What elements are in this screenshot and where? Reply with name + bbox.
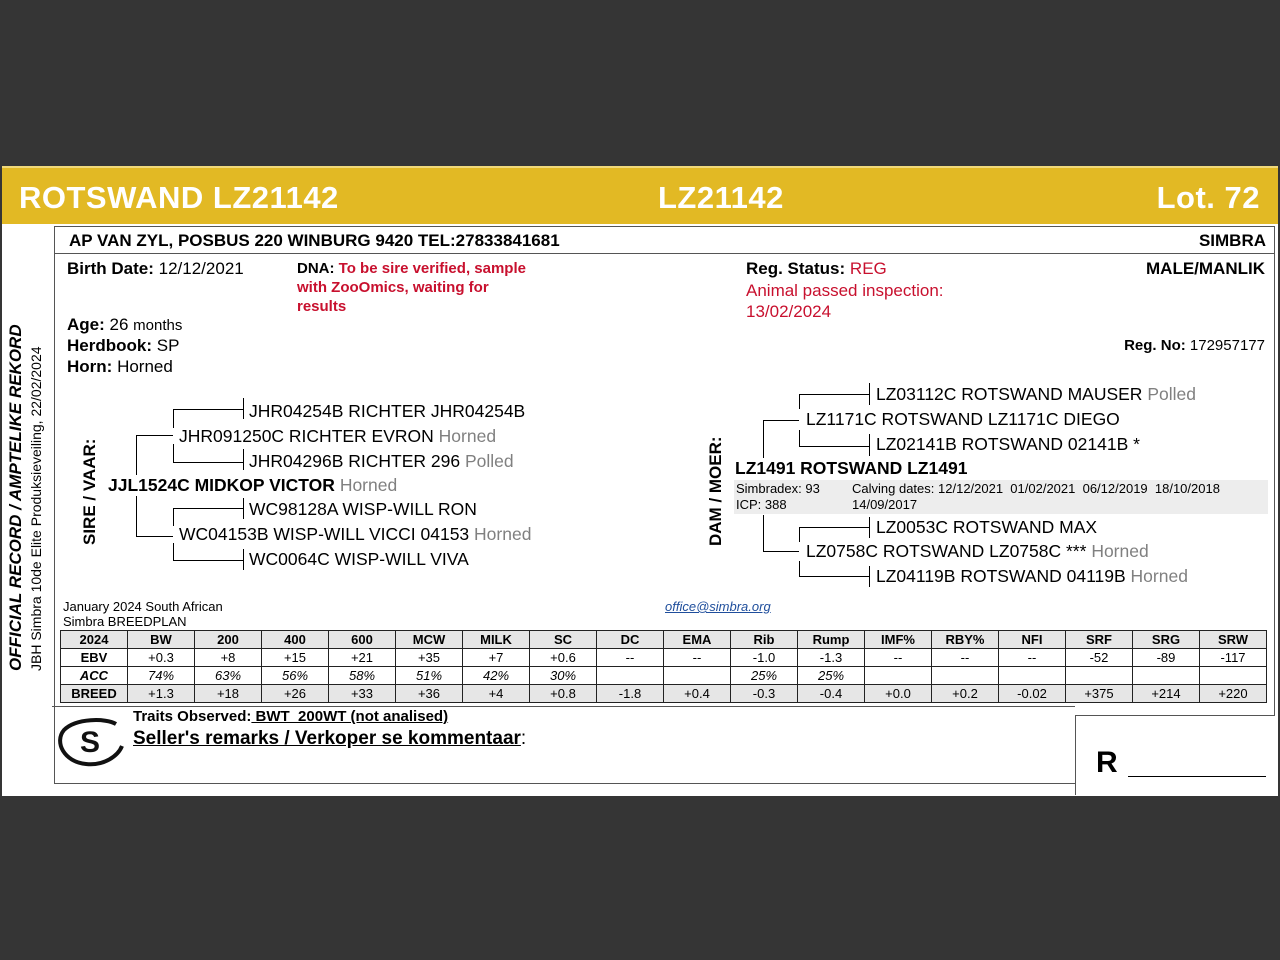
herdbook — [67, 336, 179, 356]
breedplan-caption — [63, 599, 223, 629]
sellers-remarks — [133, 728, 526, 750]
ebv-cell: SRW — [1200, 631, 1267, 649]
sire-dam — [179, 524, 531, 545]
dam-name: LZ1491 ROTSWAND LZ1491 — [735, 458, 968, 478]
animal-title: ROTSWAND LZ21142 — [19, 180, 339, 215]
ebv-cell: -- — [664, 649, 731, 667]
ebv-cell: +8 — [195, 649, 262, 667]
connector — [799, 576, 869, 577]
calving-dates — [852, 481, 1220, 513]
ebv-cell: +7 — [463, 649, 530, 667]
inspection-line-2: 13/02/2024 — [746, 302, 832, 321]
pedigree-name: JHR04254B RICHTER JHR04254B — [249, 401, 526, 421]
sex: MALE/MANLIK — [1146, 259, 1265, 278]
dna-line-2: with ZooOmics, waiting for — [297, 279, 489, 296]
animal-id: LZ21142 — [658, 180, 784, 215]
connector — [869, 383, 870, 405]
ebv-cell: 74% — [128, 667, 195, 685]
sire-sire-sire — [249, 401, 525, 422]
ebv-cell: +0.8 — [530, 685, 597, 703]
ebv-cell: +0.6 — [530, 649, 597, 667]
connector — [136, 435, 173, 436]
remarks-colon: : — [520, 728, 527, 749]
ebv-cell: SC — [530, 631, 597, 649]
lot-header — [2, 166, 1278, 224]
connector — [136, 435, 137, 475]
pedigree-name: LZ02141B ROTSWAND 02141B * — [876, 434, 1140, 454]
ebv-cell: +1.3 — [128, 685, 195, 703]
ebv-cell: DC — [597, 631, 664, 649]
breedplan-line-1: January 2024 South African — [63, 599, 223, 614]
connector — [799, 446, 869, 447]
ebv-table — [60, 630, 1267, 703]
ebv-cell: -- — [597, 649, 664, 667]
ebv-cell: +35 — [396, 649, 463, 667]
ebv-cell: SRG — [1133, 631, 1200, 649]
sire-main — [108, 475, 397, 496]
price-box — [1075, 715, 1275, 795]
ebv-cell — [597, 667, 664, 685]
calving-label: Calving dates: — [852, 481, 935, 496]
ebv-row-2 — [61, 685, 1267, 703]
sire-sire-dam — [249, 451, 514, 472]
pedigree-horn: Horned — [438, 426, 497, 446]
ebv-cell — [932, 667, 999, 685]
ebv-cell: -- — [999, 649, 1066, 667]
connector — [799, 527, 800, 542]
pedigree-horn: Horned — [474, 524, 532, 544]
pedigree-horn: Horned — [1130, 566, 1188, 586]
connector — [799, 394, 869, 395]
birth-date-label: Birth Date: — [67, 259, 154, 278]
ebv-cell: BW — [128, 631, 195, 649]
horn-value: Horned — [117, 357, 173, 376]
price-line[interactable] — [1128, 776, 1266, 777]
age-value: 26 — [109, 315, 129, 334]
dna-line-3: results — [297, 298, 347, 315]
ebv-cell — [1200, 667, 1267, 685]
connector — [869, 434, 870, 456]
svg-text:S: S — [80, 726, 101, 759]
herdbook-label: Herdbook: — [67, 336, 152, 355]
ebv-cell — [664, 667, 731, 685]
ebv-cell: MILK — [463, 631, 530, 649]
ebv-cell: -- — [932, 649, 999, 667]
ebv-cell: RBY% — [932, 631, 999, 649]
connector — [799, 394, 800, 409]
pedigree-name: LZ1171C ROTSWAND LZ1171C DIEGO — [806, 409, 1120, 429]
traits-label: Traits Observed: — [133, 708, 252, 725]
traits-observed — [133, 708, 448, 725]
lot-number: Lot. 72 — [1156, 180, 1260, 215]
dna-label: DNA: — [297, 260, 335, 277]
connector — [173, 409, 174, 428]
connector — [763, 515, 764, 551]
horn-label: Horn: — [67, 357, 113, 376]
herdbook-value: SP — [156, 336, 180, 355]
connector — [173, 508, 243, 509]
ebv-cell: +4 — [463, 685, 530, 703]
inspection-note — [746, 280, 944, 322]
owner-address: AP VAN ZYL, POSBUS 220 WINBURG 9420 TEL:27833841681 — [69, 231, 560, 250]
birth-date — [67, 259, 244, 279]
connector — [173, 462, 243, 463]
connector — [136, 496, 137, 536]
connector — [763, 420, 764, 458]
dam-dam — [806, 541, 1149, 562]
ebv-row-0 — [61, 649, 1267, 667]
ebv-cell: MCW — [396, 631, 463, 649]
pedigree-name: LZ04119B ROTSWAND 04119B — [876, 566, 1126, 586]
ebv-cell: 25% — [731, 667, 798, 685]
remarks-label: Seller's remarks / Verkoper se kommentaar — [133, 728, 521, 749]
ebv-cell — [1066, 667, 1133, 685]
pedigree-name: WC04153B WISP-WILL VICCI 04153 — [179, 524, 470, 544]
dam-sire-sire — [876, 384, 1196, 405]
ebv-cell: -1.0 — [731, 649, 798, 667]
ebv-cell — [865, 667, 932, 685]
official-record-label: OFFICIAL RECORD / AMPTELIKE REKORD — [6, 324, 25, 671]
ebv-row-label: BREED — [61, 685, 128, 703]
ebv-cell: +33 — [329, 685, 396, 703]
pedigree-name: WC0064C WISP-WILL VIVA — [249, 549, 469, 569]
birth-date-value: 12/12/2021 — [158, 259, 244, 278]
ebv-cell: +18 — [195, 685, 262, 703]
ebv-cell: -0.4 — [798, 685, 865, 703]
connector — [173, 409, 243, 410]
ebv-cell: 51% — [396, 667, 463, 685]
reg-status-value: REG — [849, 259, 887, 278]
ebv-cell: +214 — [1133, 685, 1200, 703]
ebv-row-header — [61, 631, 1267, 649]
sire-label: SIRE / VAAR: — [80, 438, 99, 545]
breed-name: SIMBRA — [1198, 231, 1266, 250]
auction-label: JBH Simbra 10de Elite Produksieveiling, 22/02/2024 — [28, 346, 44, 671]
dam-label: DAM / MOER: — [706, 436, 725, 546]
pedigree-name: WC98128A WISP-WILL RON — [249, 499, 477, 519]
ebv-cell: -89 — [1133, 649, 1200, 667]
ebv-cell: -52 — [1066, 649, 1133, 667]
ebv-cell: +26 — [262, 685, 329, 703]
ebv-cell: IMF% — [865, 631, 932, 649]
calving-values: 12/12/2021 01/02/2021 06/12/2019 18/10/2018 — [938, 481, 1220, 496]
pedigree-name: LZ0758C ROTSWAND LZ0758C *** — [806, 541, 1087, 561]
pedigree-name: JHR091250C RICHTER EVRON — [179, 426, 434, 446]
ebv-cell: +375 — [1066, 685, 1133, 703]
ebv-cell: 30% — [530, 667, 597, 685]
simbradex: Simbradex: 93 — [736, 481, 820, 496]
pedigree-name: JHR04296B RICHTER 296 — [249, 451, 461, 471]
ebv-cell: +21 — [329, 649, 396, 667]
age-unit: months — [133, 317, 183, 334]
reg-status-label: Reg. Status: — [746, 259, 846, 278]
ebv-cell: +0.3 — [128, 649, 195, 667]
official-record-side-text — [6, 231, 50, 671]
pedigree-horn: Polled — [1147, 384, 1196, 404]
sire-sire — [179, 426, 496, 447]
inspection-line-1: Animal passed inspection: — [746, 281, 944, 300]
reg-no — [1124, 337, 1265, 354]
ebv-cell: 400 — [262, 631, 329, 649]
dam-sire-dam — [876, 434, 1140, 455]
connector — [243, 498, 244, 519]
ebv-cell: -0.02 — [999, 685, 1066, 703]
ebv-cell: +0.2 — [932, 685, 999, 703]
ebv-cell: -117 — [1200, 649, 1267, 667]
ebv-row-label: EBV — [61, 649, 128, 667]
connector — [136, 536, 173, 537]
connector — [173, 560, 243, 561]
pedigree-horn: Horned — [1091, 541, 1149, 561]
connector — [243, 549, 244, 570]
ebv-cell: -1.3 — [798, 649, 865, 667]
divider — [52, 706, 1075, 707]
ebv-cell: 42% — [463, 667, 530, 685]
connector — [243, 449, 244, 470]
pedigree-name: LZ0053C ROTSWAND MAX — [876, 517, 1098, 537]
owner-row — [55, 227, 1274, 254]
calving-values-2: 14/09/2017 — [852, 497, 918, 512]
ebv-cell: 600 — [329, 631, 396, 649]
ebv-row-label: 2024 — [61, 631, 128, 649]
ebv-cell: EMA — [664, 631, 731, 649]
connector — [243, 398, 244, 419]
ebv-cell: Rib — [731, 631, 798, 649]
sire-horn: Horned — [339, 475, 398, 495]
ebv-cell: -0.3 — [731, 685, 798, 703]
breedplan-line-2: Simbra BREEDPLAN — [63, 614, 187, 629]
connector — [173, 543, 174, 560]
ebv-cell — [999, 667, 1066, 685]
reg-no-value: 172957177 — [1189, 337, 1265, 354]
ebv-cell: +0.0 — [865, 685, 932, 703]
dam-dam-sire — [876, 517, 1097, 538]
pedigree-name: LZ03112C ROTSWAND MAUSER — [876, 384, 1143, 404]
ebv-cell: +220 — [1200, 685, 1267, 703]
connector — [173, 508, 174, 526]
simbra-logo — [56, 716, 126, 773]
connector — [173, 444, 174, 462]
age-label: Age: — [67, 315, 105, 334]
sire-dam-sire — [249, 499, 477, 520]
connector — [763, 420, 799, 421]
ebv-cell: NFI — [999, 631, 1066, 649]
sire-dam-dam — [249, 549, 469, 570]
connector — [799, 527, 869, 528]
dna-note — [297, 259, 526, 316]
horn — [67, 357, 173, 377]
age — [67, 315, 182, 335]
ebv-cell: -1.8 — [597, 685, 664, 703]
reg-no-label: Reg. No: — [1124, 337, 1186, 354]
connector — [799, 561, 800, 576]
connector — [799, 430, 800, 446]
ebv-cell: 56% — [262, 667, 329, 685]
ebv-cell: Rump — [798, 631, 865, 649]
ebv-cell — [1133, 667, 1200, 685]
ebv-cell: -- — [865, 649, 932, 667]
ebv-cell: 25% — [798, 667, 865, 685]
ebv-cell: +15 — [262, 649, 329, 667]
connector — [869, 566, 870, 587]
ebv-cell: SRF — [1066, 631, 1133, 649]
icp: ICP: 388 — [736, 497, 787, 512]
ebv-cell: 63% — [195, 667, 262, 685]
ebv-row-1 — [61, 667, 1267, 685]
ebv-cell: +0.4 — [664, 685, 731, 703]
dna-line-1: To be sire verified, sample — [338, 260, 526, 277]
traits-value: BWT 200WT (not analised) — [251, 708, 449, 725]
email-link[interactable]: office@simbra.org — [665, 599, 771, 614]
ebv-row-label: ACC — [61, 667, 128, 685]
ebv-cell: 200 — [195, 631, 262, 649]
ebv-cell: 58% — [329, 667, 396, 685]
ebv-cell: +36 — [396, 685, 463, 703]
reg-status — [746, 259, 887, 279]
connector — [763, 551, 799, 552]
dam-sire — [806, 409, 1120, 430]
price-label: R — [1096, 746, 1118, 779]
sire-name: JJL1524C MIDKOP VICTOR — [108, 475, 335, 495]
pedigree-horn: Polled — [464, 451, 514, 471]
dam-indices — [736, 481, 820, 513]
connector — [869, 517, 870, 538]
dam-dam-dam — [876, 566, 1188, 587]
